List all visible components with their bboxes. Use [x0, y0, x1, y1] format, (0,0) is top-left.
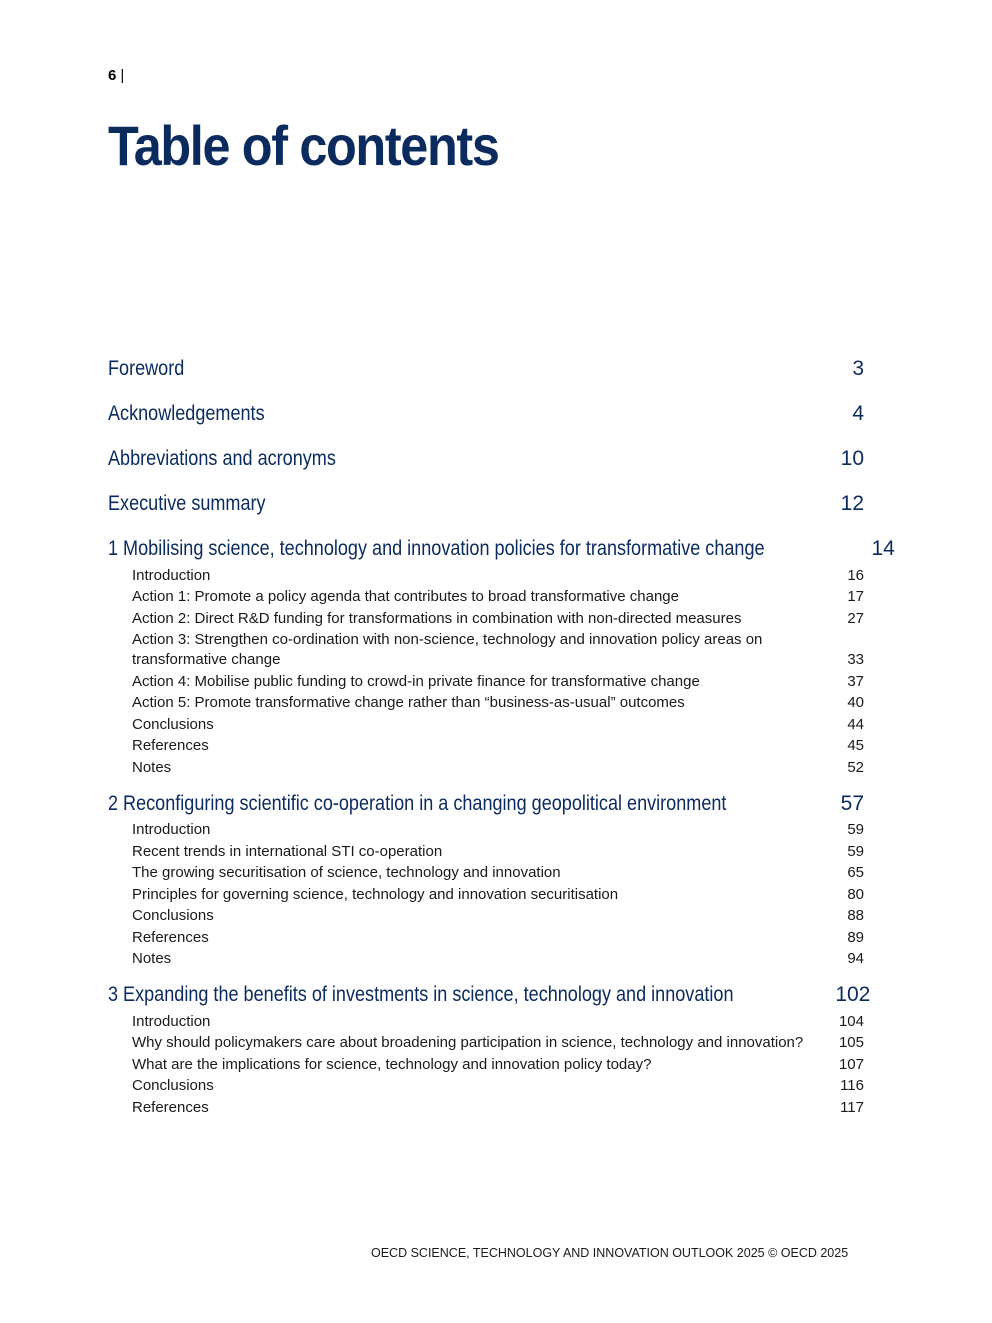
- toc-subentry-page[interactable]: 117: [840, 1098, 864, 1116]
- toc-subentry-label[interactable]: Action 5: Promote transformative change rather than “business-as-usual” outcomes: [132, 694, 685, 711]
- toc-subentry[interactable]: [108, 820, 864, 840]
- page-number-value: 6: [108, 67, 117, 84]
- toc-subentry-label[interactable]: References: [132, 737, 209, 754]
- page-number-separator: |: [120, 67, 125, 84]
- toc-subentry-page[interactable]: 52: [847, 758, 864, 776]
- toc-chapter: [108, 980, 871, 1118]
- toc-subentry-label[interactable]: Principles for governing science, technology and innovation securitisation: [132, 885, 619, 903]
- toc-entry[interactable]: [108, 354, 864, 384]
- toc-entry-label[interactable]: Acknowledgements: [108, 402, 265, 425]
- toc-chapter-heading[interactable]: [108, 789, 864, 819]
- toc-subentry[interactable]: [108, 928, 864, 948]
- toc-subentry[interactable]: [108, 566, 864, 586]
- toc-subentry-page[interactable]: 65: [847, 864, 864, 881]
- toc-subentry-label[interactable]: Conclusions: [132, 1077, 214, 1094]
- toc-entry-label[interactable]: 2 Reconfiguring scientific co-operation in a changing geopolitical environment: [108, 791, 727, 815]
- toc-subentry-label[interactable]: Action 1: Promote a policy agenda that contributes to broad transformative change: [132, 588, 679, 605]
- toc-subentry[interactable]: [108, 1098, 864, 1118]
- toc-entry-page[interactable]: 4: [852, 402, 864, 425]
- toc-subentry-label[interactable]: Why should policymakers care about broadening participation in science, technology and innovation?: [132, 1034, 804, 1051]
- toc-subentry-page[interactable]: 33: [847, 651, 864, 668]
- toc-subentry-label[interactable]: Action 4: Mobilise public funding to crowd-in private finance for transformative change: [132, 672, 700, 690]
- toc-subentry-page[interactable]: 40: [847, 694, 864, 711]
- toc-entry-page[interactable]: 10: [840, 447, 864, 470]
- toc-subentry-label[interactable]: Action 2: Direct R&D funding for transformations in combination with non-directed measures: [132, 609, 742, 627]
- toc-subentry[interactable]: [108, 1033, 864, 1053]
- toc-subentry[interactable]: [108, 715, 864, 735]
- toc-subentry-page[interactable]: 89: [847, 928, 864, 946]
- toc-entry[interactable]: [108, 444, 864, 474]
- toc-subentry-page[interactable]: 17: [847, 588, 864, 605]
- toc-subentry-label[interactable]: Notes: [132, 758, 172, 776]
- toc-subentry[interactable]: [108, 1012, 864, 1032]
- toc-subentry-page[interactable]: 116: [840, 1077, 864, 1094]
- toc-entry[interactable]: [108, 399, 864, 429]
- toc-subentry[interactable]: [108, 1055, 864, 1075]
- toc-entry-label[interactable]: Foreword: [108, 357, 185, 380]
- toc-entry-page[interactable]: 3: [852, 357, 864, 380]
- toc-subentry[interactable]: [108, 609, 864, 629]
- toc-subentry-page[interactable]: 94: [847, 950, 864, 967]
- toc-subentry-page[interactable]: 80: [847, 885, 864, 903]
- toc-subentry-label[interactable]: Conclusions: [132, 907, 214, 924]
- page-number: [108, 67, 124, 84]
- toc-subentry-page[interactable]: 105: [838, 1034, 864, 1051]
- toc-entry-page[interactable]: 57: [840, 791, 864, 815]
- toc-subentry-page[interactable]: 44: [847, 715, 864, 733]
- toc-subentry-label[interactable]: Introduction: [132, 821, 211, 838]
- toc-chapter: [108, 534, 895, 778]
- toc-subentry-label[interactable]: What are the implications for science, technology and innovation policy today?: [132, 1055, 652, 1073]
- toc-chapter-heading[interactable]: [108, 980, 871, 1010]
- toc-subentry-page[interactable]: 37: [847, 672, 864, 690]
- toc-subentry-label[interactable]: Notes: [132, 950, 172, 967]
- toc-subentry[interactable]: [108, 693, 864, 713]
- toc-subentry[interactable]: [108, 736, 864, 756]
- toc-subentry-label[interactable]: The growing securitisation of science, technology and innovation: [132, 864, 561, 881]
- toc-subentry-label[interactable]: Conclusions: [132, 715, 214, 733]
- toc-subentry-label[interactable]: Introduction: [132, 1012, 211, 1030]
- page-title: Table of contents: [108, 114, 499, 177]
- table-of-contents: [108, 354, 895, 1129]
- toc-entry-page[interactable]: 14: [871, 537, 895, 560]
- page-footer: OECD SCIENCE, TECHNOLOGY AND INNOVATION OUTLOOK 2025 © OECD 2025: [371, 1246, 849, 1260]
- toc-entry[interactable]: [108, 489, 864, 519]
- toc-subentry[interactable]: [108, 885, 864, 905]
- toc-subentry[interactable]: [108, 863, 864, 883]
- toc-entry-label[interactable]: Executive summary: [108, 492, 266, 515]
- toc-subentry-page[interactable]: 59: [847, 842, 864, 860]
- toc-subentry-label[interactable]: References: [132, 928, 209, 946]
- toc-subentry-page[interactable]: 107: [838, 1055, 864, 1073]
- toc-subentry-page[interactable]: 88: [847, 907, 864, 924]
- toc-entry-label[interactable]: 1 Mobilising science, technology and innovation policies for transformative change: [108, 537, 765, 560]
- toc-entry-label[interactable]: 3 Expanding the benefits of investments in science, technology and innovation: [108, 983, 734, 1006]
- toc-subentry[interactable]: [108, 587, 864, 607]
- toc-subentry-page[interactable]: 16: [847, 566, 864, 584]
- toc-subentry[interactable]: [108, 758, 864, 778]
- toc-subentry[interactable]: [108, 906, 864, 926]
- toc-chapter-heading[interactable]: [108, 534, 895, 564]
- toc-subentry-label[interactable]: Recent trends in international STI co-operation: [132, 842, 443, 860]
- toc-subentry[interactable]: [108, 842, 864, 862]
- toc-subentry-page[interactable]: 104: [838, 1012, 864, 1030]
- toc-subentry[interactable]: [108, 1076, 864, 1096]
- toc-entry-page[interactable]: 12: [840, 492, 864, 515]
- toc-subentry-label[interactable]: Introduction: [132, 566, 211, 584]
- toc-subentry[interactable]: [108, 672, 864, 692]
- toc-entry-label[interactable]: Abbreviations and acronyms: [108, 447, 336, 470]
- toc-entry-page[interactable]: 102: [835, 983, 871, 1006]
- toc-subentry-label[interactable]: Action 3: Strengthen co-ordination with non-science, technology and innovation policy areas on transformative change: [132, 631, 763, 668]
- toc-subentry-page[interactable]: 27: [847, 609, 864, 627]
- toc-subentry[interactable]: [108, 949, 864, 969]
- toc-subentry-page[interactable]: 59: [847, 821, 864, 838]
- toc-chapter: [108, 789, 864, 970]
- toc-subentry[interactable]: [108, 630, 864, 670]
- toc-subentry-label[interactable]: References: [132, 1098, 209, 1116]
- toc-subentry-page[interactable]: 45: [847, 737, 864, 754]
